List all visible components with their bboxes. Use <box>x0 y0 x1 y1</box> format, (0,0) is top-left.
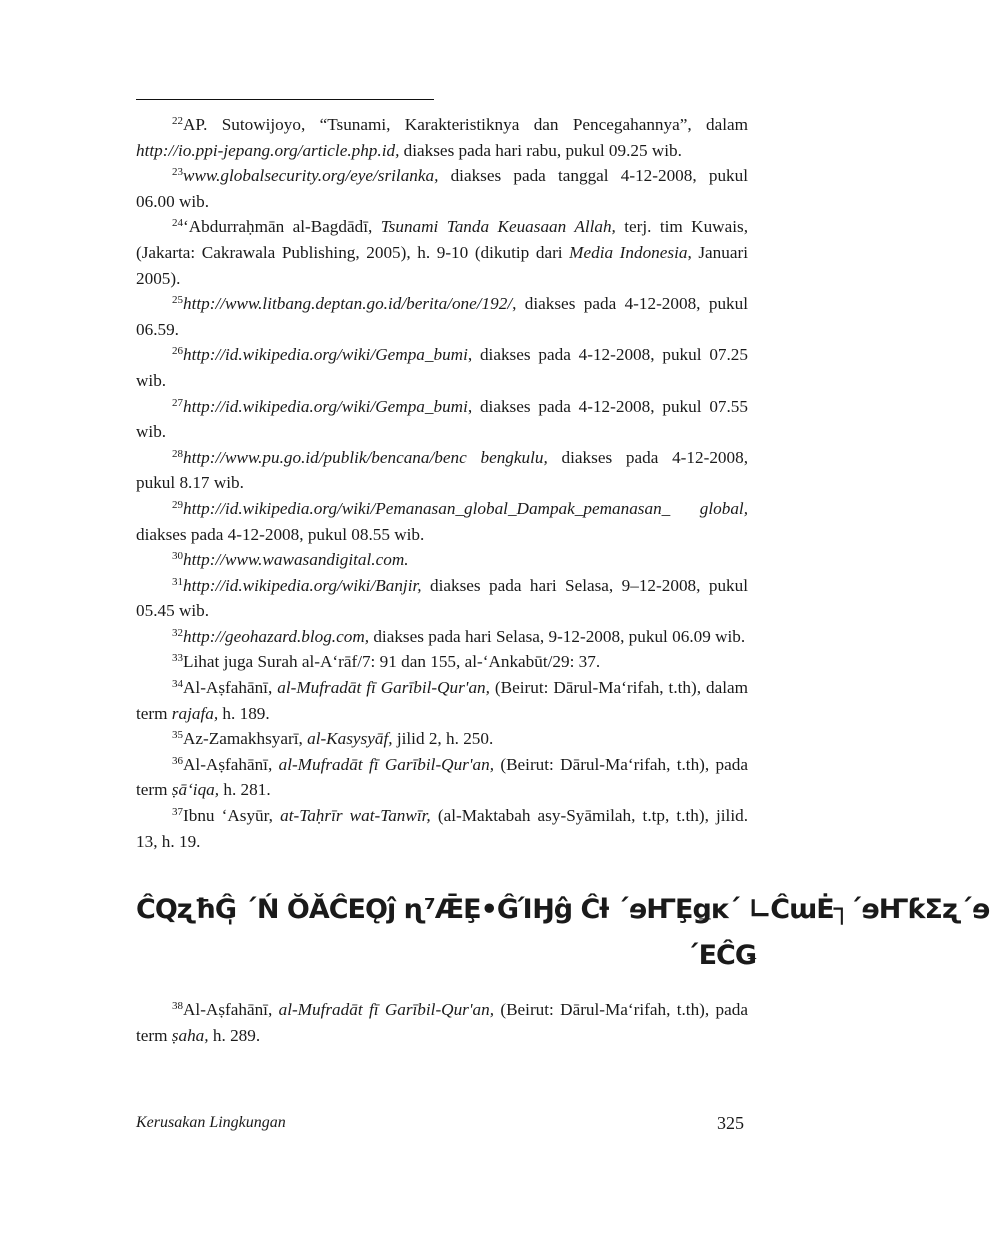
footnote-36 <box>136 752 748 803</box>
footnote-31 <box>136 573 748 624</box>
footnote-text: AP. Sutowijoyo, “Tsunami, Karakteristiknya dan Pencegahannya”, dalam <box>183 115 748 134</box>
garbled-arabic-text <box>136 887 990 979</box>
footnote-text: diakses pada hari rabu, pukul 09.25 wib. <box>399 140 682 160</box>
footnote-number: 37 <box>172 806 183 819</box>
footnote-number: 22 <box>172 115 183 127</box>
footnote-text: (Beirut: Dārul-Ma‘rifah, t.th), pada term <box>136 754 748 800</box>
footnote-number: 29 <box>172 498 183 511</box>
footnote-text: diakses pada 4-12-2008, pukul 08.55 wib. <box>136 524 425 544</box>
footnote-text: (Beirut: Dārul-Ma‘rifah, t.th), dalam term <box>136 678 748 723</box>
footnote-number: 23 <box>172 166 183 179</box>
footnote-text: terj. tim Kuwais, (Jakarta: Cakrawala Publishing, 2005), h. 9-10 (dikutip dari <box>136 217 748 262</box>
footnote-text: , Januari 2005). <box>136 242 748 288</box>
footnote-text: , diakses pada 4-12-2008, pukul 07.55 wib. <box>136 396 748 442</box>
footnote-text: Ibnu ‘Asyūr, <box>183 806 281 826</box>
footnote-number: 32 <box>172 626 183 639</box>
footnote-text: Lihat juga Surah al-A‘rāf/7: 91 dan 155, al-‘Ankabūt/29: 37. <box>183 652 601 672</box>
footnote-35 <box>136 726 748 752</box>
footnote-number: 26 <box>172 345 183 358</box>
footnote-text: Al-Aṣfahānī, <box>183 1000 279 1019</box>
footnote-text: ‘Abdurraḥmān al-Bagdādī, <box>183 217 381 237</box>
footnote-text: , diakses pada 4-12-2008, pukul 06.59. <box>136 294 748 339</box>
footnote-number: 28 <box>172 447 183 460</box>
footnote-text: Al-Aṣfahānī, <box>183 754 279 774</box>
footnote-text: h. 289. <box>208 1025 261 1045</box>
footnote-text: diakses pada hari Selasa, 9–12-2008, pukul 05.45 wib. <box>136 575 748 621</box>
footnote-number: 27 <box>172 396 183 409</box>
footnote-34 <box>136 675 748 726</box>
footnote-italic-text: http://id.wikipedia.org/wiki/Gempa_bumi <box>183 396 468 416</box>
footnote-italic-text: al-Mufradāt fī Garībil-Qur'an, <box>278 754 495 774</box>
footnote-separator-rule <box>136 99 434 100</box>
footnote-text: jilid 2, h. 250. <box>392 729 494 749</box>
footnote-28 <box>136 445 748 496</box>
footnote-italic-text: al-Kasysyāf, <box>307 729 393 749</box>
footnote-32 <box>136 624 748 650</box>
footnote-number: 34 <box>172 678 183 691</box>
footnote-text: diakses pada 4-12-2008, pukul 8.17 wib. <box>136 447 748 493</box>
footnote-text: , diakses pada 4-12-2008, pukul 07.25 wib. <box>136 345 748 390</box>
footnote-text: h. 189. <box>218 703 270 723</box>
footnote-italic-text: ṣā‘iqa, <box>171 780 220 800</box>
footnote-text: h. 281. <box>219 780 271 800</box>
footnote-italic-text: http://io.ppi-jepang.org/article.php.id, <box>136 140 400 160</box>
footnote-33 <box>136 649 748 675</box>
footnote-text: (Beirut: Dārul-Ma‘rifah, t.th), pada term <box>136 1000 748 1045</box>
footnote-italic-text: http://id.wikipedia.org/wiki/Pemanasan_global_Dampak_pemanasan_ global, <box>183 498 748 518</box>
footnote-number: 31 <box>172 575 183 588</box>
footnote-italic-text: at-Taḥrīr wat-Tanwīr, <box>280 806 431 826</box>
footnote-italic-text: ṣaha, <box>171 1025 209 1045</box>
footnote-italic-text: http://id.wikipedia.org/wiki/Banjir, <box>183 575 422 595</box>
footnote-italic-text: al-Mufradāt fī Garībil-Qur'an, <box>277 678 490 698</box>
running-title: Kerusakan Lingkungan <box>136 1114 286 1131</box>
footnote-italic-text: http://www.wawasandigital.com. <box>183 550 409 570</box>
footnote-italic-text: http://www.litbang.deptan.go.id/berita/one/192/ <box>183 294 513 314</box>
footnote-24 <box>136 214 748 291</box>
footnote-30 <box>136 547 748 573</box>
footnote-italic-text: http://geohazard.blog.com, <box>183 626 370 646</box>
footnote-number: 36 <box>172 754 183 767</box>
footnote-29 <box>136 496 748 547</box>
footnote-number: 33 <box>172 652 183 665</box>
footnotes-block <box>136 112 748 854</box>
garbled-line-1: ĈQʐħĜ̩ ˊŃ ŎǍĈEǪĵ ɳ⁷ǢȨ•ĜΊӇĝ Ĉƚ ˊɘҤȨǥĸˊ ∟ĈɯĖ┐ˊɘҤƙΣʐˊɘ <box>136 894 990 925</box>
footnote-25 <box>136 291 748 342</box>
page-number: 325 <box>717 1113 744 1133</box>
footnote-text: diakses pada hari Selasa, 9-12-2008, pukul 06.09 wib. <box>369 626 746 646</box>
footnote-italic-text: al-Mufradāt fī Garībil-Qur'an, <box>278 1000 495 1019</box>
footnote-22 <box>136 112 748 163</box>
footnote-number: 38 <box>172 1000 183 1012</box>
footnote-26 <box>136 342 748 393</box>
footnote-italic-text: http://id.wikipedia.org/wiki/Gempa_bumi <box>183 345 468 365</box>
footnote-text: Al-Aṣfahānī, <box>183 678 278 698</box>
footnote-37 <box>136 803 748 854</box>
footnote-23 <box>136 163 748 214</box>
footnote-text: (al-Maktabah asy-Syāmilah, t.tp, t.th), jilid. 13, h. 19. <box>136 806 748 851</box>
footnote-27 <box>136 394 748 445</box>
footnote-text: diakses pada tanggal 4-12-2008, pukul 06.00 wib. <box>136 166 748 211</box>
footnote-number: 24 <box>172 217 183 230</box>
footnote-italic-text: http://www.pu.go.id/publik/bencana/benc bengkulu, <box>183 447 548 467</box>
footnote-text: Az-Zamakhsyarī, <box>183 729 308 749</box>
footnote-italic-text: Media Indonesia <box>569 242 688 262</box>
footnotes-block-after <box>136 997 748 1048</box>
footnote-number: 30 <box>172 550 183 563</box>
footnote-italic-text: rajafa, <box>171 703 219 723</box>
footnote-38 <box>136 997 748 1048</box>
footnote-italic-text: Tsunami Tanda Keuasaan Allah, <box>380 217 616 237</box>
footnote-number: 35 <box>172 729 183 742</box>
footnote-number: 25 <box>172 294 183 307</box>
footnote-italic-text: www.globalsecurity.org/eye/srilanka, <box>183 166 439 186</box>
garbled-line-2: ˊEĈǤ <box>686 940 756 971</box>
